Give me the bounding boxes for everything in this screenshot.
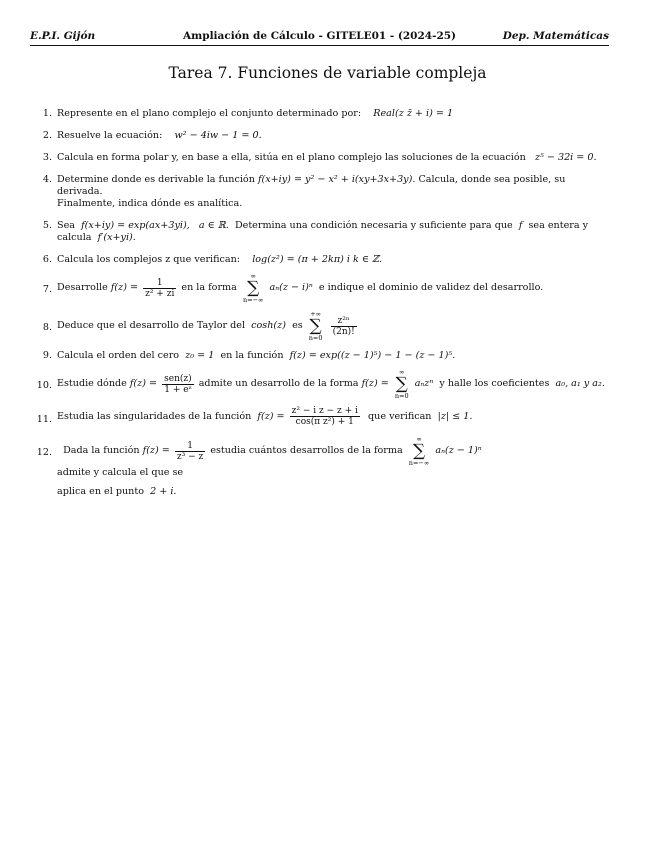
problem-math: 2 + i. (150, 485, 177, 497)
fraction (331, 316, 357, 337)
problem-number: 7. (42, 284, 52, 295)
problem-2 (30, 130, 610, 142)
problem-number: 1. (42, 108, 52, 119)
sigma-icon: ∑ (412, 441, 426, 461)
sum-upper: ∞ (250, 272, 256, 280)
problem-text: Sea (57, 220, 75, 231)
problem-number: 5. (42, 220, 52, 231)
problem-4 (30, 174, 610, 210)
problem-text: calcula (57, 232, 92, 243)
problem-text: Calcula el orden del cero (57, 350, 180, 361)
header-left: E.P.I. Gijón (30, 30, 96, 42)
fraction-numerator: 1 (175, 441, 205, 452)
page-header (30, 30, 609, 46)
problem-text: Calcula en forma polar y, en base a ella, sitúa en el plano complejo las soluciones de la ecuación (57, 152, 526, 163)
problem-8 (30, 310, 610, 342)
sum-upper: ∞ (416, 435, 422, 443)
summation (243, 272, 264, 304)
problem-text: Represente en el plano complejo el conjunto determinado por: (57, 108, 362, 119)
problem-math: f(x+iy) = y² − x² + i(xy+3x+3y). (257, 174, 416, 185)
problem-number: 10. (36, 380, 52, 391)
problem-math: log(z²) = (π + 2kπ) i k ∈ ℤ. (252, 254, 383, 265)
problem-text: Deduce que el desarrollo de Taylor del (57, 320, 246, 331)
problem-text: admite un desarrollo de la forma (198, 378, 359, 389)
problem-text: en la función (220, 350, 284, 361)
problem-7 (30, 272, 610, 304)
fraction-numerator: 1 (143, 278, 176, 289)
problem-number: 4. (42, 174, 52, 185)
problem-text: y halle los coeficientes (439, 378, 550, 389)
problem-math: f(z) = (142, 445, 170, 456)
summation (395, 368, 409, 400)
problem-list (30, 108, 610, 498)
header-right: Dep. Matemáticas (502, 30, 609, 42)
problem-1 (30, 108, 610, 120)
problem-math: f(z) = (257, 410, 285, 422)
problem-math: w² − 4iw − 1 = 0. (174, 130, 262, 141)
problem-number: 3. (42, 152, 52, 163)
problem-text: Dada la función (63, 445, 140, 456)
sigma-icon: ∑ (395, 374, 408, 394)
problem-math: z⁵ − 32i = 0. (534, 152, 597, 163)
problem-number: 8. (42, 322, 52, 333)
problem-math: f(z) = exp((z − 1)⁵) − 1 − (z − 1)⁵. (289, 350, 456, 361)
header-center: Ampliación de Cálculo - GITELE01 - (2024-25) (182, 30, 457, 42)
problem-text: aplica en el punto (57, 485, 144, 497)
summation (409, 435, 430, 467)
fraction-denominator: z³ − z (176, 451, 204, 462)
problem-number: 2. (42, 130, 52, 141)
problem-number: 11. (36, 414, 52, 425)
fraction (162, 374, 194, 395)
problem-6 (30, 254, 610, 266)
problem-number: 6. (42, 254, 52, 265)
problem-text: es (292, 320, 303, 331)
problem-text: que verifican (368, 410, 432, 422)
problem-math: aₙ(z − i)ⁿ (269, 282, 313, 293)
problem-5 (30, 220, 610, 244)
problem-math: f(z) = (110, 282, 139, 293)
header-rule (30, 45, 609, 46)
problem-text: Determina una condición necesaria y suficiente para que (234, 220, 513, 231)
problem-math: f(z) = (129, 378, 158, 389)
fraction-numerator: sen(z) (164, 373, 192, 384)
problem-math: aₙ(z − 1)ⁿ (435, 445, 482, 456)
problem-11 (30, 406, 610, 427)
problem-math: f(x+iy) = exp(ax+3yi), (81, 220, 190, 231)
fraction-denominator: cos(π z²) + 1 (295, 417, 354, 427)
sigma-icon: ∑ (247, 278, 260, 298)
fraction-denominator: z² + zi (145, 288, 175, 299)
problem-math: f (518, 220, 523, 231)
problem-text: e indique el dominio de validez del desarrollo. (318, 282, 544, 293)
sum-upper: +∞ (310, 310, 322, 318)
problem-text: en la forma (181, 282, 237, 293)
problem-text: Calcula los complejos z que verifican: (57, 254, 240, 265)
fraction-numerator: z² − i z − z + i (291, 406, 358, 416)
problem-math: z₀ = 1 (185, 350, 215, 361)
fraction-numerator: z²ⁿ (331, 316, 357, 327)
problem-text: Finalmente, indica dónde es analítica. (57, 198, 243, 209)
problem-text: sea entera y (528, 220, 589, 231)
problem-number: 9. (42, 350, 52, 361)
problem-math: cosh(z) (251, 320, 286, 331)
problem-12 (30, 435, 610, 498)
problem-text: Calcula, donde sea posible, su derivada. (57, 174, 566, 197)
sigma-icon: ∑ (309, 316, 322, 336)
fraction-denominator: (2n)! (332, 326, 355, 337)
fraction-denominator: 1 + eᶻ (164, 384, 192, 395)
problem-text: Estudie dónde (57, 378, 127, 389)
problem-text: Estudia las singularidades de la función (57, 410, 252, 422)
problem-math: aₙzⁿ (414, 378, 434, 389)
problem-text: admite y calcula el que se (57, 467, 184, 478)
problem-math: f′(x+yi). (97, 232, 136, 243)
problem-text: Determine donde es derivable la función (57, 174, 255, 185)
problem-3 (30, 152, 610, 164)
sum-lower: n=−∞ (242, 296, 264, 304)
problem-text: Desarrolle (57, 282, 108, 293)
fraction (290, 406, 360, 427)
page-title: Tarea 7. Funciones de variable compleja (168, 64, 487, 82)
sum-lower: n=−∞ (408, 459, 430, 467)
problem-text: Resuelve la ecuación: (57, 130, 163, 141)
problem-number: 12. (36, 447, 52, 458)
summation (309, 310, 323, 342)
problem-math: Real(z z̄ + i) = 1 (373, 108, 454, 119)
problem-math: |z| ≤ 1. (437, 410, 473, 422)
sum-upper: ∞ (399, 368, 405, 376)
problem-9 (30, 350, 610, 362)
problem-10 (30, 368, 610, 400)
fraction (175, 441, 205, 462)
problem-text: estudia cuántos desarrollos de la forma (210, 445, 403, 456)
sum-lower: n=0 (394, 392, 409, 400)
problem-math: a₀, a₁ y a₂. (555, 378, 605, 389)
problem-math: f(z) = (361, 378, 389, 389)
problem-math: a ∈ ℝ. (198, 220, 229, 231)
fraction (143, 278, 176, 299)
sum-lower: n=0 (308, 334, 323, 342)
